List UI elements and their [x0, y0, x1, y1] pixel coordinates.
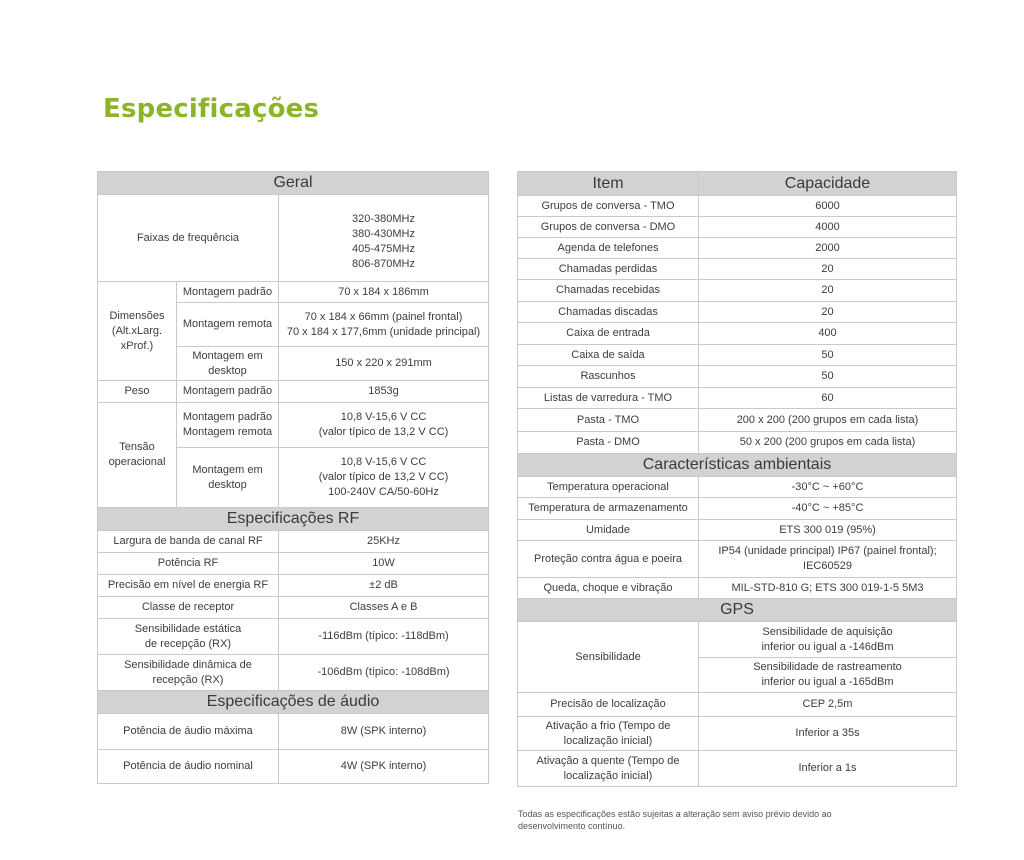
capacity-value: 400 [699, 323, 957, 345]
rf-value: Classes A e B [279, 597, 489, 619]
dimensoes-label-line: (Alt.xLarg. [111, 324, 163, 337]
rf-label: Precisão em nível de energia RF [98, 575, 279, 597]
audio-value: 8W (SPK interno) [279, 714, 489, 750]
tensao-value-line: 100-240V CA/50-60Hz [328, 486, 439, 498]
tensao-value-line: 10,8 V-15,6 V CC [340, 456, 427, 468]
tensao-value [279, 448, 489, 508]
gps-item-line: localização inicial) [563, 734, 653, 747]
gps-sens-value [699, 622, 957, 658]
env-value: -40°C ~ +85°C [699, 498, 957, 520]
gps-item-line: Ativação a quente (Tempo de [536, 754, 680, 767]
tensao-value-line: (valor típico de 13,2 V CC) [318, 471, 449, 483]
tensao-sub [177, 448, 279, 508]
dimensoes-value: 150 x 220 x 291mm [279, 347, 489, 381]
tensao-sub-line: Montagem remota [182, 426, 273, 438]
gps-value: Inferior a 1s [699, 751, 957, 787]
rf-label: Classe de receptor [98, 597, 279, 619]
capacity-value: 20 [699, 302, 957, 323]
gps-sens-line: Sensibilidade de rastreamento [753, 661, 902, 673]
tensao-sub [177, 403, 279, 448]
faixas-values [279, 195, 489, 282]
faixa-value: 405-475MHz [352, 242, 415, 255]
dimensoes-label-line: xProf.) [120, 339, 154, 352]
peso-value: 1853g [279, 381, 489, 403]
rf-value: 25KHz [279, 531, 489, 553]
section-header-ambientais: Características ambientais [518, 454, 957, 477]
capacity-item: Listas de varredura - TMO [518, 388, 699, 409]
env-value: -30°C ~ +60°C [699, 477, 957, 498]
peso-label: Peso [98, 381, 177, 403]
audio-label: Potência de áudio nominal [98, 750, 279, 784]
tensao-label-line: Tensão [119, 441, 155, 453]
tensao-sub-line: desktop [208, 478, 247, 491]
env-value: ETS 300 019 (95%) [699, 520, 957, 541]
dimensoes-label-line: Dimensões [109, 309, 165, 322]
rf-label-line: Sensibilidade dinâmica de [124, 658, 252, 671]
audio-value: 4W (SPK interno) [279, 750, 489, 784]
capacity-value: 50 x 200 (200 grupos em cada lista) [699, 432, 957, 454]
dimensoes-sub [177, 347, 279, 381]
env-value-line: IEC60529 [803, 560, 852, 572]
capacity-value: 2000 [699, 238, 957, 259]
gps-item: Precisão de localização [518, 693, 699, 717]
section-header-geral: Geral [98, 172, 489, 195]
capacity-item: Caixa de saída [518, 345, 699, 366]
capacity-item: Pasta - DMO [518, 432, 699, 454]
faixa-value: 320-380MHz [352, 212, 415, 225]
faixas-label: Faixas de frequência [98, 195, 279, 282]
capacity-value: 50 [699, 366, 957, 388]
capacity-item: Pasta - TMO [518, 409, 699, 432]
rf-label [98, 619, 279, 655]
section-header-audio: Especificações de áudio [98, 691, 489, 714]
footnote: Todas as especificações estão sujeitas a alteração sem aviso prévio devido ao desenvolvimento contínuo. [518, 809, 832, 831]
column-header-item: Item [518, 172, 699, 196]
capacity-item: Caixa de entrada [518, 323, 699, 345]
tensao-value-line: 10,8 V-15,6 V CC [340, 411, 427, 423]
section-header-gps: GPS [518, 599, 957, 622]
gps-item-line: localização inicial) [563, 769, 653, 782]
dimensoes-sub-line: Montagem em [192, 349, 263, 362]
dimensoes-value: 70 x 184 x 186mm [279, 282, 489, 303]
rf-label [98, 655, 279, 691]
gps-item-line: Ativação a frio (Tempo de [545, 719, 671, 732]
column-header-capacidade: Capacidade [699, 172, 957, 196]
capacity-value: 200 x 200 (200 grupos em cada lista) [699, 409, 957, 432]
env-value [699, 541, 957, 578]
gps-item [518, 717, 699, 751]
rf-value: 10W [279, 553, 489, 575]
capacity-value: 6000 [699, 196, 957, 217]
env-item: Umidade [518, 520, 699, 541]
capacity-value: 60 [699, 388, 957, 409]
tensao-label-line: operacional [108, 456, 166, 468]
gps-value: CEP 2,5m [699, 693, 957, 717]
gps-sens-label: Sensibilidade [518, 622, 699, 693]
env-item: Temperatura operacional [518, 477, 699, 498]
capacity-value: 20 [699, 280, 957, 302]
gps-sens-line: inferior ou igual a -165dBm [761, 676, 894, 688]
faixa-value: 806-870MHz [352, 257, 415, 270]
peso-sub: Montagem padrão [177, 381, 279, 403]
capacity-item: Grupos de conversa - TMO [518, 196, 699, 217]
faixa-value: 380-430MHz [352, 227, 415, 240]
capacity-item: Chamadas recebidas [518, 280, 699, 302]
gps-sens-line: inferior ou igual a -146dBm [761, 640, 894, 653]
gps-value: Inferior a 35s [699, 717, 957, 751]
rf-label-line: recepção (RX) [152, 673, 224, 686]
capacity-item: Chamadas discadas [518, 302, 699, 323]
dimensoes-sub: Montagem padrão [177, 282, 279, 303]
section-header-rf: Especificações RF [98, 508, 489, 531]
tensao-value-line: (valor típico de 13,2 V CC) [318, 426, 449, 438]
env-item: Proteção contra água e poeira [518, 541, 699, 578]
capacity-value: 4000 [699, 217, 957, 238]
gps-item [518, 751, 699, 787]
env-value-line: IP54 (unidade principal) IP67 (painel frontal); [718, 545, 937, 557]
rf-label-line: de recepção (RX) [144, 637, 232, 650]
rf-label: Largura de banda de canal RF [98, 531, 279, 553]
capacity-item: Agenda de telefones [518, 238, 699, 259]
general-specs-table [97, 171, 489, 784]
gps-sens-line: Sensibilidade de aquisição [762, 625, 893, 638]
dimensoes-value-line: 70 x 184 x 66mm (painel frontal) [304, 310, 463, 323]
env-item: Temperatura de armazenamento [518, 498, 699, 520]
tensao-value [279, 403, 489, 448]
rf-value: -116dBm (típico: -118dBm) [279, 619, 489, 655]
env-item: Queda, choque e vibração [518, 578, 699, 599]
capacity-item: Grupos de conversa - DMO [518, 217, 699, 238]
page-title: Especificações [103, 94, 320, 124]
dimensoes-sub: Montagem remota [177, 303, 279, 347]
rf-value: ±2 dB [279, 575, 489, 597]
rf-label: Potência RF [98, 553, 279, 575]
rf-value: -106dBm (típico: -108dBm) [279, 655, 489, 691]
dimensoes-label [98, 282, 177, 381]
gps-sens-value [699, 658, 957, 693]
capacity-value: 20 [699, 259, 957, 280]
capacity-value: 50 [699, 345, 957, 366]
env-value: MIL-STD-810 G; ETS 300 019-1-5 5M3 [699, 578, 957, 599]
audio-label: Potência de áudio máxima [98, 714, 279, 750]
capacity-item: Rascunhos [518, 366, 699, 388]
rf-label-line: Sensibilidade estática [134, 622, 242, 635]
dimensoes-sub-line: desktop [208, 364, 247, 377]
capacity-specs-table [517, 171, 957, 787]
dimensoes-value [279, 303, 489, 347]
tensao-sub-line: Montagem padrão [182, 411, 273, 423]
capacity-item: Chamadas perdidas [518, 259, 699, 280]
dimensoes-value-line: 70 x 184 x 177,6mm (unidade principal) [286, 325, 481, 338]
tensao-label [98, 403, 177, 508]
tensao-sub-line: Montagem em [192, 463, 263, 476]
